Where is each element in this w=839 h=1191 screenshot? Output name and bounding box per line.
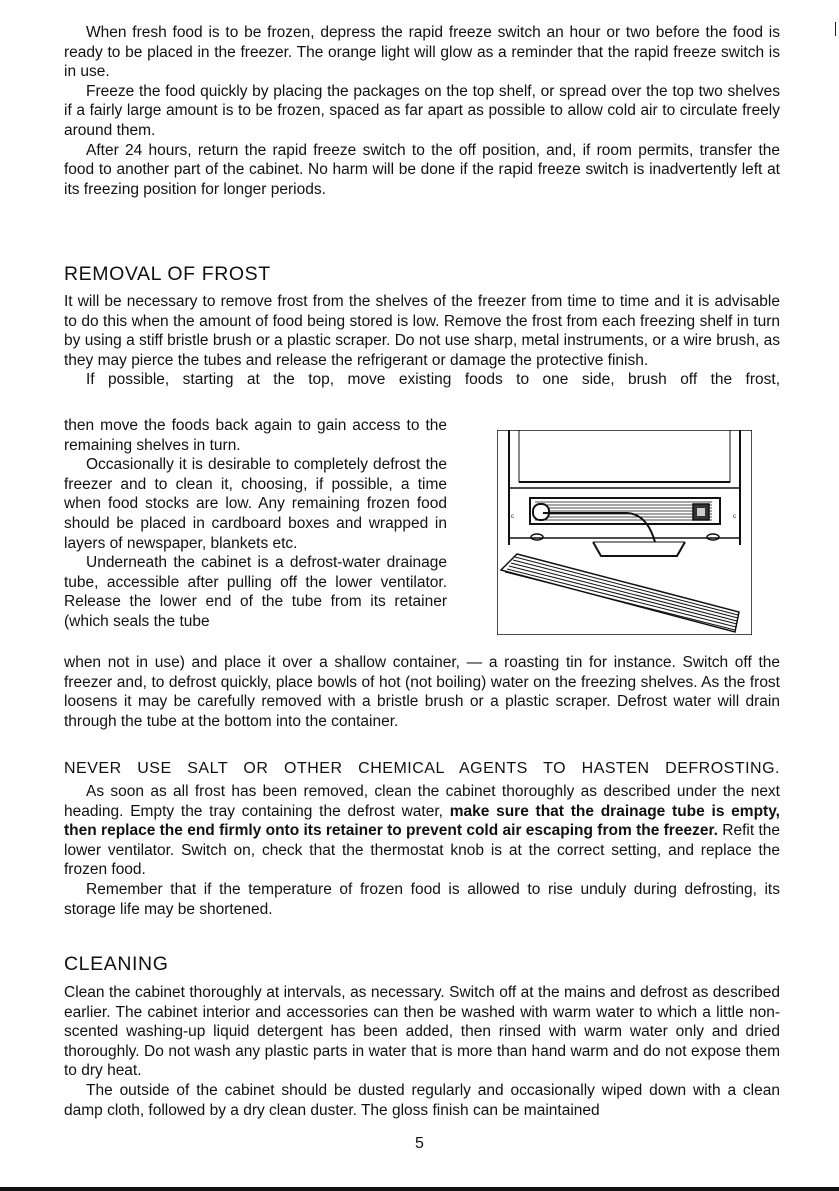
heading-cleaning: CLEANING xyxy=(64,953,169,975)
frost-paragraph-1: It will be necessary to remove frost from the shelves of the freezer from time to time and it is advisable to do this when the amount of food being stored is low. Remove the frost from each freezing shelf in turn by using a stiff bristle brush or a plastic scraper. Do not use sharp, metal instruments, or a wire brush, as they may pierce the tubes and release the refrigerant or damage the protective finish. xyxy=(64,293,780,369)
intro-paragraph-3: After 24 hours, return the rapid freeze switch to the off position, and, if room permits, transfer the food to another part of the cabinet. No harm will be done if the rapid freeze switch is inadvertently left at its freezing position for longer periods. xyxy=(64,141,780,198)
frost-section-end xyxy=(64,782,780,919)
page-number: 5 xyxy=(415,1135,424,1152)
frost-paragraph-5-start: As soon as all frost has been removed, clean the cabinet thoroughly as described under the next heading. Empty the tray containing the defrost water, xyxy=(64,783,780,820)
frost-section-bottom xyxy=(64,653,780,731)
svg-text:c: c xyxy=(733,514,736,520)
cleaning-section xyxy=(64,983,780,1120)
frost-section-narrow xyxy=(64,416,447,632)
defrost-warning: NEVER USE SALT OR OTHER CHEMICAL AGENTS TO HASTEN DEFROSTING. xyxy=(64,760,780,777)
frost-paragraph-2-rest: then move the foods back again to gain access to the remaining shelves in turn. xyxy=(64,417,447,454)
intro-section xyxy=(64,23,780,199)
freezer-drainage-illustration xyxy=(497,430,752,635)
frost-section-top xyxy=(64,292,780,390)
cleaning-paragraph-2: The outside of the cabinet should be dusted regularly and occasionally wiped down with a clean damp cloth, followed by a dry clean duster. The gloss finish can be maintained xyxy=(64,1081,780,1119)
heading-removal-of-frost: REMOVAL OF FROST xyxy=(64,263,271,285)
frost-paragraph-2-line: If possible, starting at the top, move existing foods to one side, brush off the frost, xyxy=(86,371,780,389)
frost-paragraph-4-narrow: Underneath the cabinet is a defrost-water drainage tube, accessible after pulling off the lower ventilator. Release the lower end of the tube from its retainer (which seals the tube xyxy=(64,554,447,630)
frost-paragraph-6: Remember that if the temperature of frozen food is allowed to rise unduly during defrosting, its storage life may be shortened. xyxy=(64,880,780,918)
intro-paragraph-2: Freeze the food quickly by placing the packages on the top shelf, or spread over the top two shelves if a fairly large amount is to be frozen, spaced as far apart as possible to allow cold air to circulate freely around them. xyxy=(64,82,780,139)
frost-paragraph-3: Occasionally it is desirable to completely defrost the freezer and to clean it, choosing, if possible, a time when food stocks are low. Any remaining frozen food should be placed in cardboard boxes and wrapped in layers of newspaper, blankets etc. xyxy=(64,456,447,552)
frost-paragraph-5-end: Refit the lower ventilator. Switch on, check that the thermostat knob is at the correct setting, and replace the frozen food. xyxy=(64,822,781,879)
drainage-tube-instruction: make sure that the drainage tube is empty, then replace the end firmly onto its retainer to prevent cold air escaping from the freezer. xyxy=(64,802,780,840)
cleaning-paragraph-1: Clean the cabinet thoroughly at intervals, as necessary. Switch off at the mains and defrost as described earlier. The cabinet interior and accessories can then be washed with warm water to which a little non-scented washing-up liquid detergent has been added, then rinsed with warm water only and dried thoroughly. Do not wash any plastic parts in water that is more than hand warm and do not expose them to dry heat. xyxy=(64,984,780,1080)
edge-mark xyxy=(835,22,836,36)
intro-paragraph-1: When fresh food is to be frozen, depress the rapid freeze switch an hour or two before the food is ready to be placed in the freezer. The orange light will glow as a reminder that the rapid freeze switch is in use. xyxy=(64,24,780,81)
svg-text:c: c xyxy=(511,514,514,520)
bottom-rule xyxy=(0,1187,839,1191)
frost-paragraph-5 xyxy=(64,782,780,880)
frost-paragraph-4-wide: when not in use) and place it over a shallow container, — a roasting tin for instance. Switch off the freezer and, to defrost quickly, place bowls of hot (not boiling) water on the freezing shelves. As the frost loosens it may be carefully removed with a bristle brush or a plastic scraper. Defrost water will drain through the tube at the bottom into the container. xyxy=(64,654,780,730)
